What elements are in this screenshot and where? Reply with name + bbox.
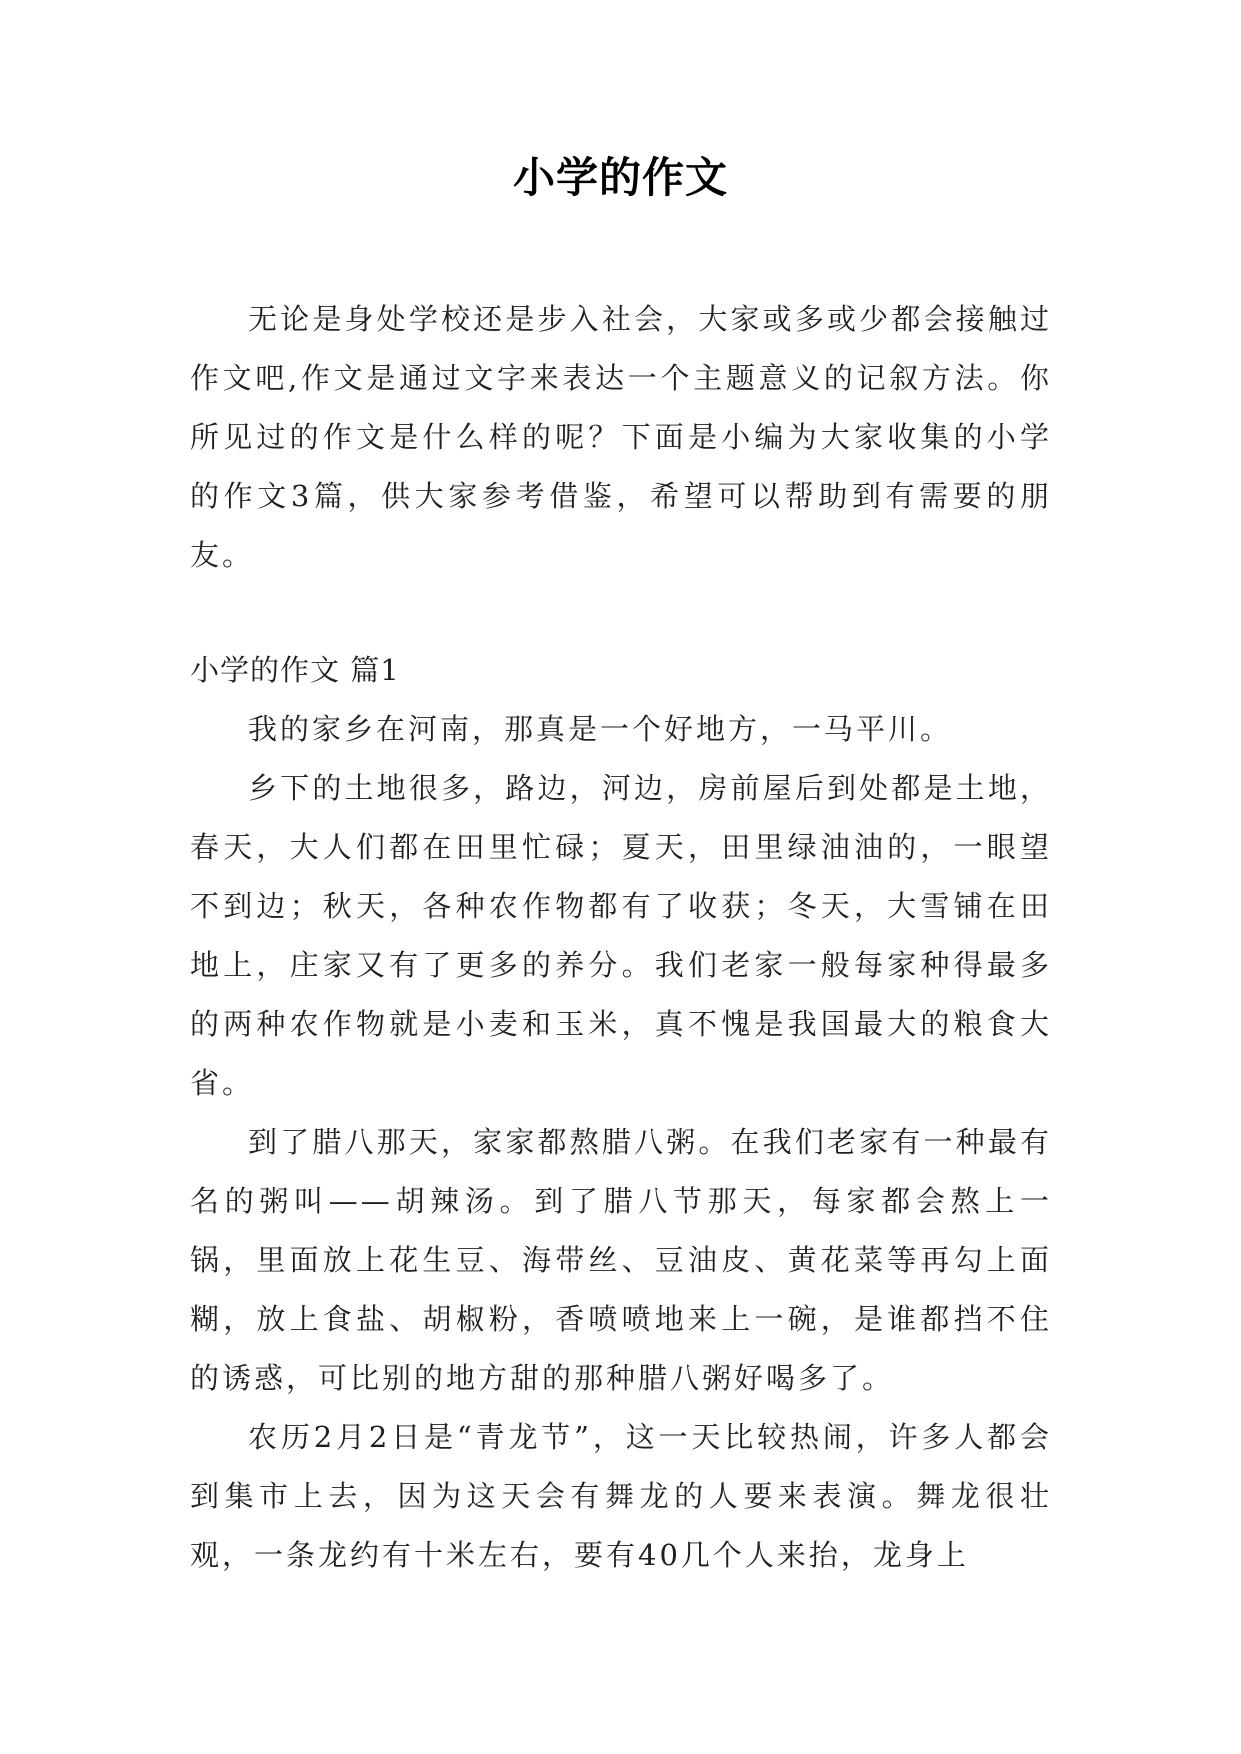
document-body (190, 290, 1052, 1585)
section-heading: 小学的作文 篇1 (190, 653, 400, 687)
body-paragraph-2: 乡下的土地很多，路边，河边，房前屋后到处都是土地，春天，大人们都在田里忙碌；夏天，田里绿油油的，一眼望不到边；秋天，各种农作物都有了收获；冬天，大雪铺在田地上，庄家又有了更多的养分。我们老家一般每家种得最多的两种农作物就是小麦和玉米，真不愧是我国最大的粮食大省。 (190, 771, 1052, 1100)
body-paragraph-1: 我的家乡在河南，那真是一个好地方，一马平川。 (248, 712, 953, 746)
section-spacer (190, 585, 1052, 641)
document-title: 小学的作文 (512, 153, 728, 202)
intro-paragraph: 无论是身处学校还是步入社会，大家或多或少都会接触过作文吧,作文是通过文字来表达一个主题意义的记叙方法。你所见过的作文是什么样的呢？下面是小编为大家收集的小学的作文3篇，供大家参考借鉴，希望可以帮助到有需要的朋友。 (190, 302, 1052, 572)
body-paragraph-3: 到了腊八那天，家家都熬腊八粥。在我们老家有一种最有名的粥叫——胡辣汤。到了腊八节那天，每家都会熬上一锅，里面放上花生豆、海带丝、豆油皮、黄花菜等再勾上面糊，放上食盐、胡椒粉，香喷喷地来上一碗，是谁都挡不住的诱惑，可比别的地方甜的那种腊八粥好喝多了。 (190, 1125, 1052, 1395)
body-paragraph-4: 农历2月2日是“青龙节”，这一天比较热闹，许多人都会到集市上去，因为这天会有舞龙的人要来表演。舞龙很壮观，一条龙约有十米左右，要有40几个人来抬，龙身上 (190, 1420, 1052, 1572)
